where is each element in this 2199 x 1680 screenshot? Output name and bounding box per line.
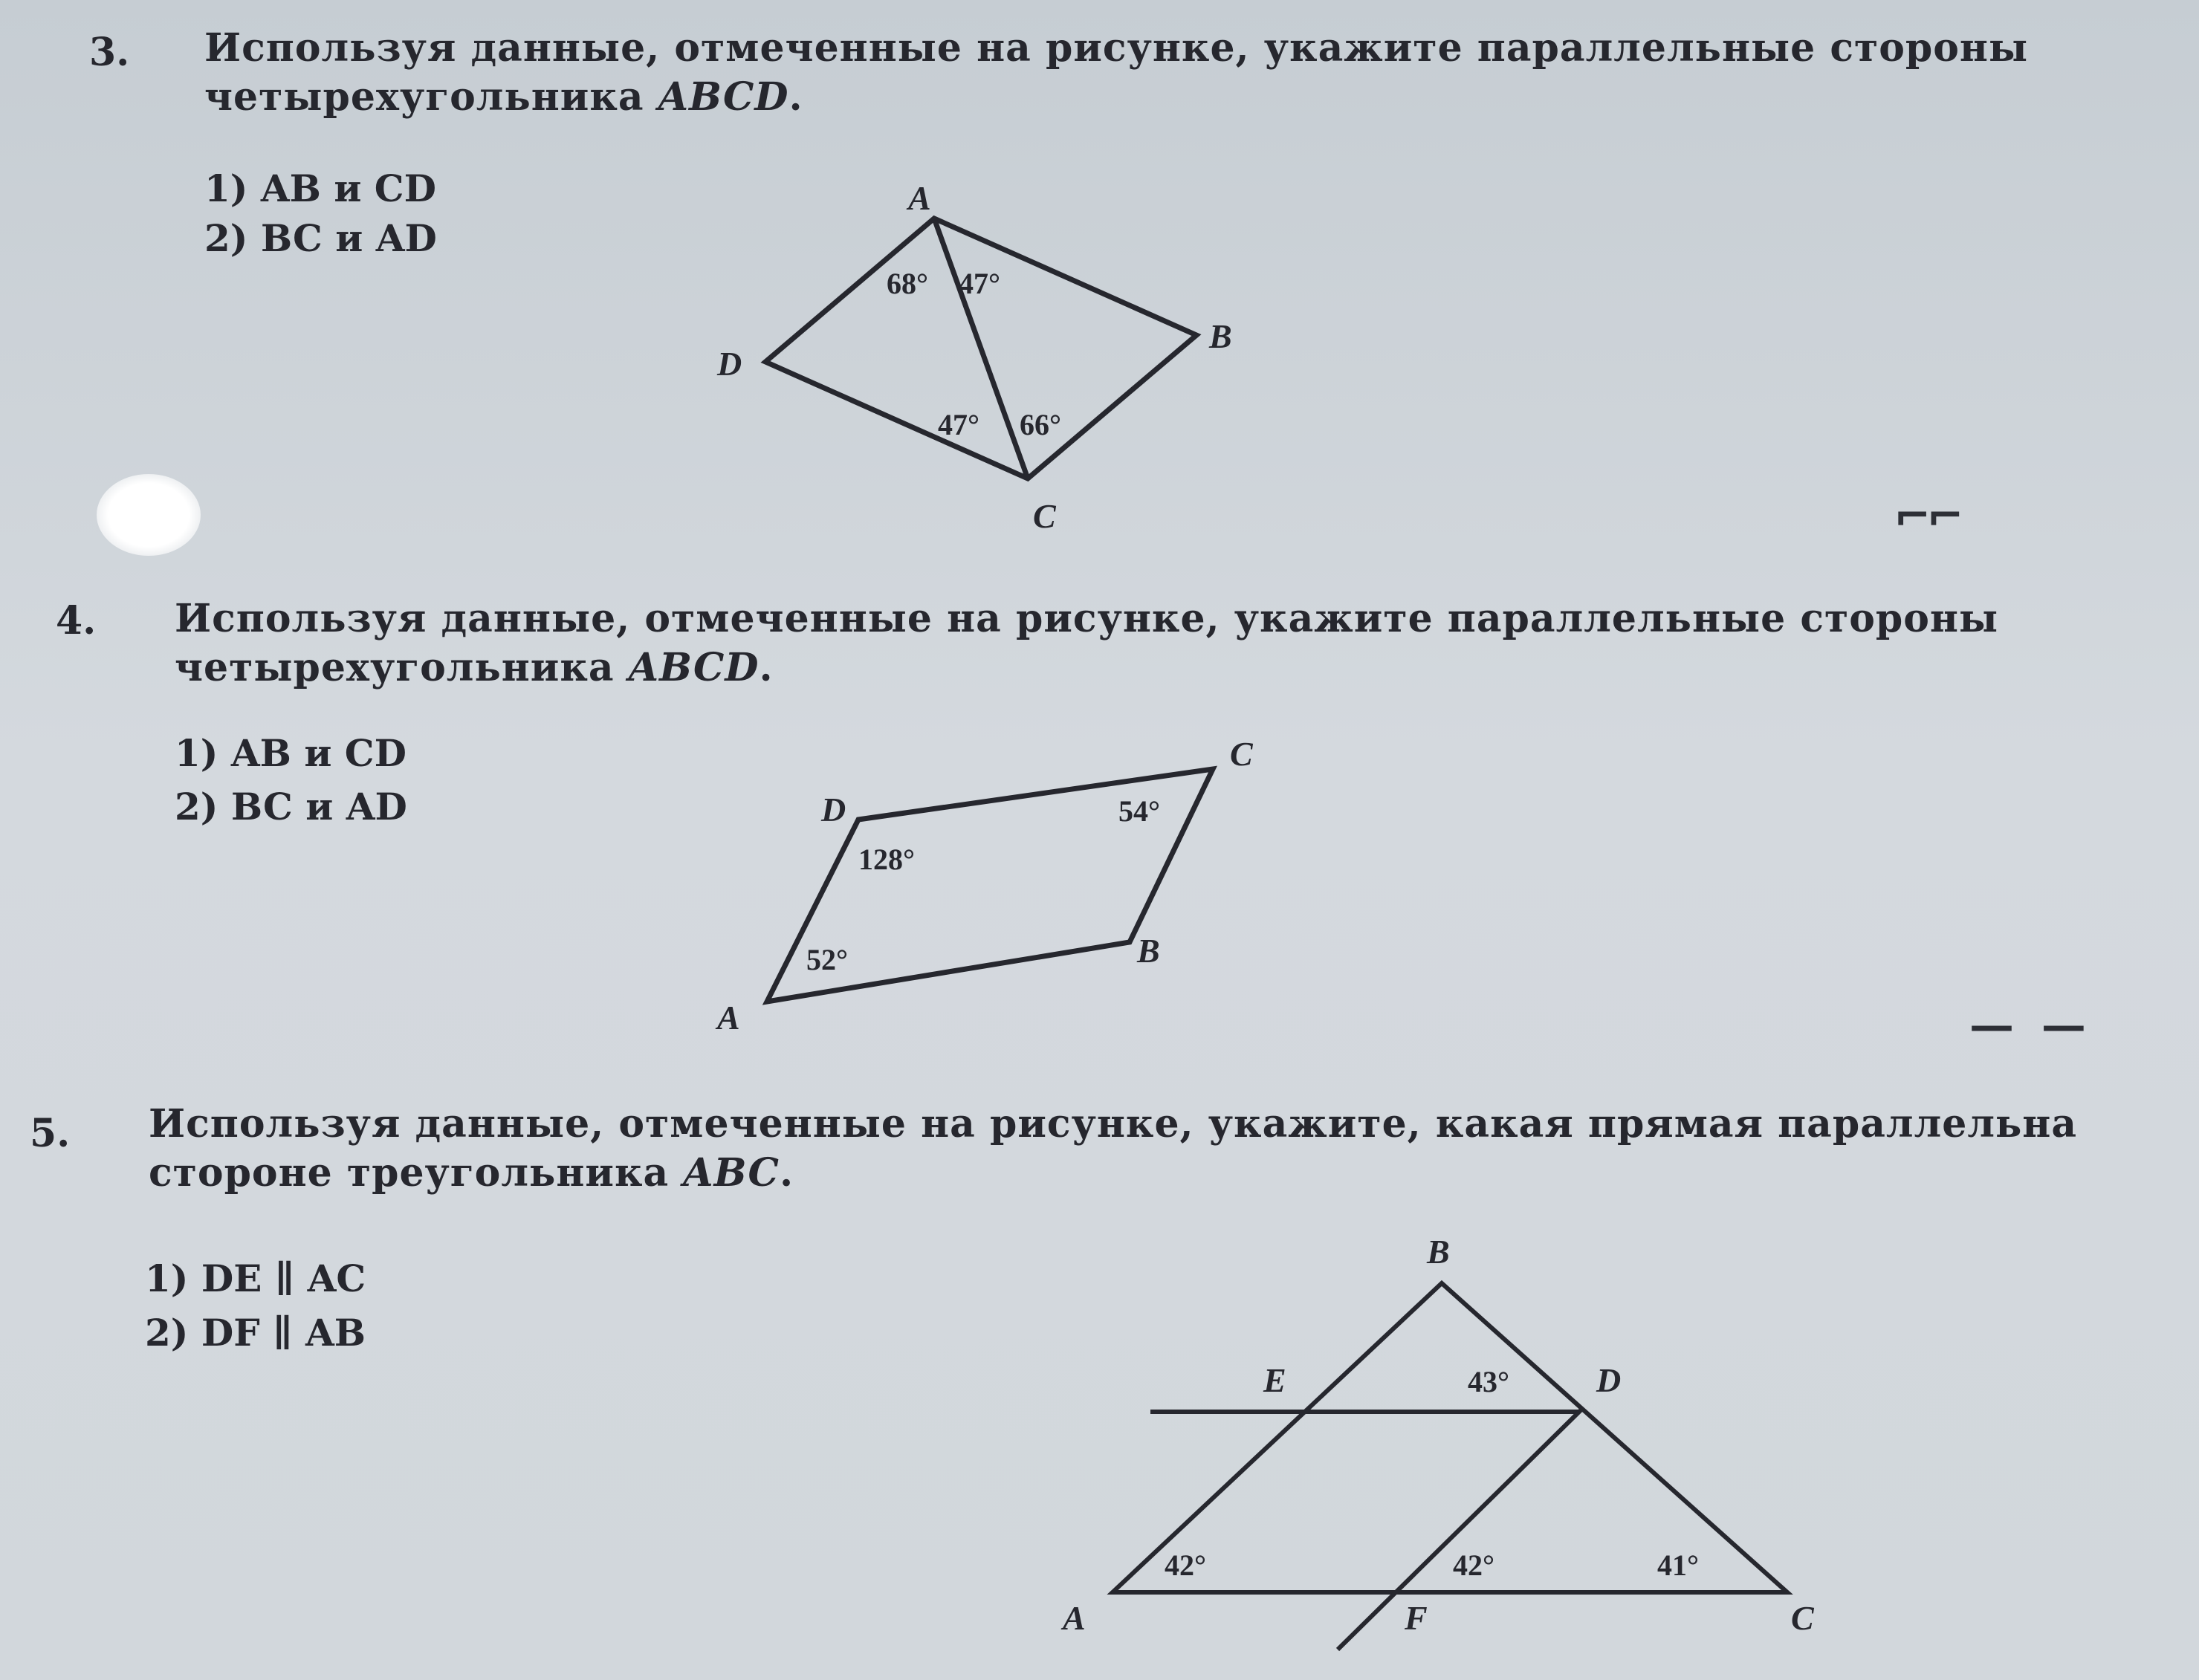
vertex-a-label: A xyxy=(717,999,740,1037)
task-4-number: 4. xyxy=(56,598,97,643)
vertex-e-label: E xyxy=(1263,1361,1286,1399)
vertex-b-label: B xyxy=(1209,317,1232,355)
vertex-d-label: D xyxy=(717,345,742,383)
margin-mark-2: — — xyxy=(1969,999,2092,1051)
angle-52-label: 52° xyxy=(806,943,848,976)
task-5-option-2: 2) DF ∥ AB xyxy=(145,1311,366,1355)
task-5-line2: стороне треугольника ABC. xyxy=(149,1150,794,1196)
angle-47-bottom-label: 47° xyxy=(938,408,979,441)
triangle-abc xyxy=(1113,1283,1787,1592)
vertex-a-label: A xyxy=(908,179,931,217)
vertex-d-label: D xyxy=(1596,1361,1622,1399)
angle-42-f-label: 42° xyxy=(1453,1548,1494,1582)
task-3-option-2: 2) BC и AD xyxy=(204,216,437,260)
task-4-line1: Используя данные, отмеченные на рисунке, укажите параллельные стороны xyxy=(175,596,1999,641)
angle-66-label: 66° xyxy=(1020,408,1061,441)
angle-42-a-label: 42° xyxy=(1165,1548,1206,1582)
vertex-f-label: F xyxy=(1405,1599,1428,1637)
task-3-line1: Используя данные, отмеченные на рисунке, укажите параллельные стороны xyxy=(204,25,2029,71)
angle-68-label: 68° xyxy=(887,267,928,300)
vertex-a-label: A xyxy=(1063,1599,1086,1637)
task-5-number: 5. xyxy=(30,1111,71,1156)
angle-43-label: 43° xyxy=(1468,1365,1509,1398)
angle-41-label: 41° xyxy=(1657,1548,1699,1582)
task-5-line1: Используя данные, отмеченные на рисунке, укажите, какая прямая параллельна xyxy=(149,1101,2078,1147)
line-df xyxy=(1338,1410,1581,1650)
vertex-d-label: D xyxy=(821,791,846,828)
angle-128-label: 128° xyxy=(858,843,915,876)
task-3-option-1: 1) AB и CD xyxy=(204,166,436,210)
task-4-line2: четырехугольника ABCD. xyxy=(175,645,774,690)
margin-mark-1: ⌐⌐ xyxy=(1894,490,1960,542)
angle-54-label: 54° xyxy=(1118,794,1160,828)
vertex-c-label: C xyxy=(1230,735,1253,773)
task-3-line2: четырехугольника ABCD. xyxy=(204,74,803,120)
task-5-option-1: 1) DE ∥ AC xyxy=(145,1256,366,1300)
angle-47-top-label: 47° xyxy=(959,267,1000,300)
task-4-option-2: 2) BC и AD xyxy=(175,785,407,828)
vertex-c-label: C xyxy=(1033,497,1056,535)
vertex-c-label: C xyxy=(1791,1599,1814,1637)
vertex-b-label: B xyxy=(1427,1233,1450,1271)
task-4-option-1: 1) AB и CD xyxy=(175,731,407,775)
vertex-b-label: B xyxy=(1137,932,1160,970)
task-3-number: 3. xyxy=(89,30,130,75)
